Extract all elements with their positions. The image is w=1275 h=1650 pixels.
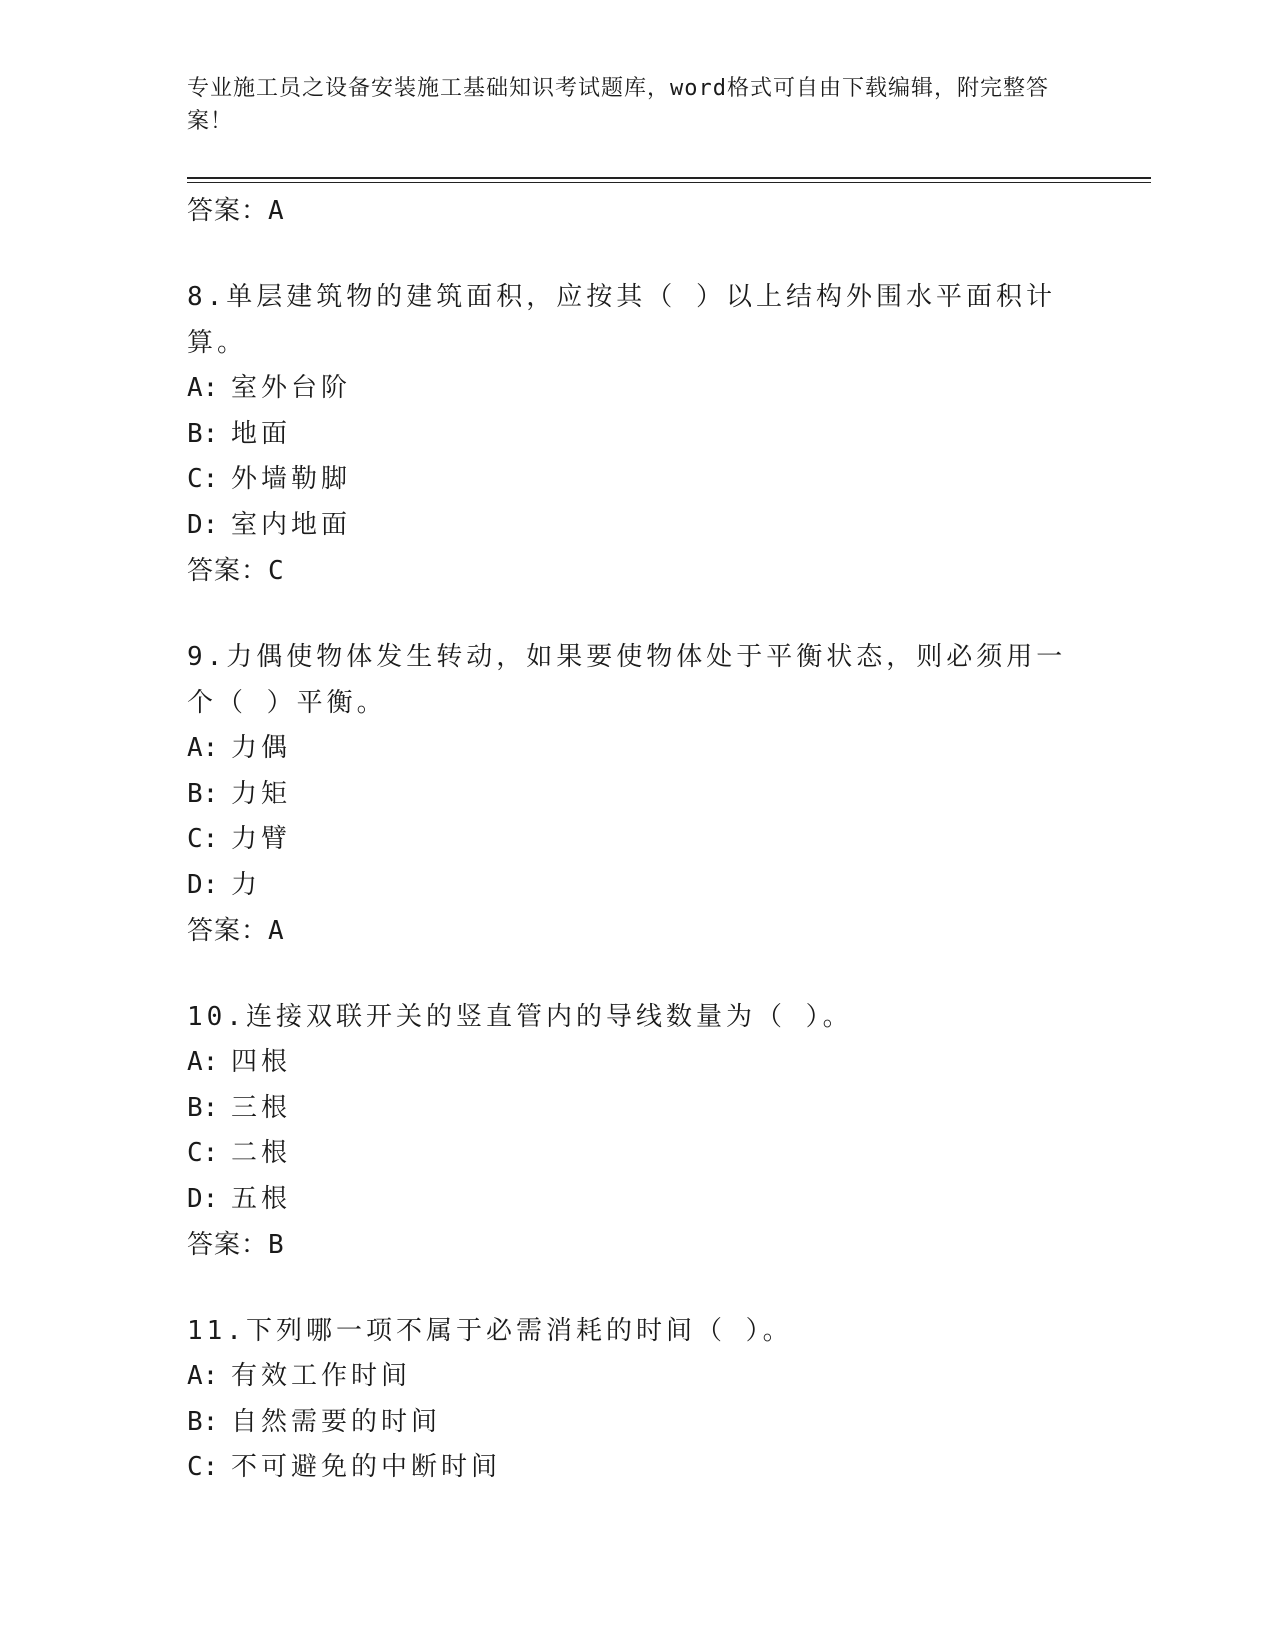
answer-label: 答案：: [187, 1230, 269, 1260]
question-10: [187, 994, 1087, 1268]
question-stem: 9.力偶使物体发生转动，如果要使物体处于平衡状态，则必须用一个（ ）平衡。: [187, 642, 1067, 718]
answer-line: [187, 1222, 1087, 1268]
question-stem: 8.单层建筑物的建筑面积，应按其（ ）以上结构外围水平面积计算。: [187, 282, 1056, 358]
option-c: [187, 1445, 1087, 1491]
option-key: C:: [187, 1138, 219, 1168]
option-text: 力: [231, 869, 262, 900]
answer-value: A: [268, 916, 285, 946]
option-c: [187, 457, 1087, 503]
option-b: [187, 1400, 1087, 1446]
option-key: A:: [187, 373, 219, 403]
answer-label: 答案：: [187, 196, 269, 226]
question-11: [187, 1308, 1087, 1491]
answer-label: 答案：: [187, 556, 269, 586]
option-key: B:: [187, 1092, 219, 1123]
option-key: A:: [187, 733, 219, 763]
question-8: [187, 274, 1087, 594]
option-text: 力矩: [231, 778, 292, 809]
question-stem: 11.下列哪一项不属于必需消耗的时间（ ）。: [187, 1316, 793, 1346]
option-key: C:: [187, 464, 219, 494]
option-a: [187, 1040, 1087, 1086]
option-text: 三根: [231, 1092, 292, 1123]
option-key: B:: [187, 418, 219, 449]
option-key: A:: [187, 1047, 219, 1077]
option-text: 地面: [231, 418, 292, 449]
header-rule-thick: [187, 177, 1151, 179]
answer-line: [187, 548, 1087, 594]
option-text: 外墙勒脚: [231, 464, 352, 494]
option-key: B:: [187, 778, 219, 809]
option-key: D:: [187, 509, 219, 540]
option-text: 力偶: [231, 733, 292, 763]
answer-label: 答案：: [187, 916, 269, 946]
option-d: [187, 503, 1087, 549]
answer-value: C: [268, 556, 285, 586]
option-d: [187, 863, 1087, 909]
document-header: 专业施工员之设备安装施工基础知识考试题库，word格式可自由下载编辑，附完整答案！: [187, 76, 1049, 134]
answer-line: [187, 188, 1087, 234]
option-key: D:: [187, 1183, 219, 1214]
option-b: [187, 772, 1087, 818]
option-b: [187, 1086, 1087, 1132]
option-key: C:: [187, 824, 219, 854]
option-key: A:: [187, 1361, 219, 1391]
option-text: 有效工作时间: [231, 1361, 412, 1391]
question-list: [187, 188, 1087, 1491]
answer-value: B: [268, 1230, 285, 1260]
option-a: [187, 726, 1087, 772]
option-a: [187, 366, 1087, 412]
answer-value: A: [268, 196, 285, 226]
option-d: [187, 1177, 1087, 1223]
option-key: C:: [187, 1452, 219, 1482]
option-c: [187, 1131, 1087, 1177]
option-text: 二根: [231, 1138, 292, 1168]
question-stem: 10.连接双联开关的竖直管内的导线数量为（ ）。: [187, 1002, 853, 1032]
option-text: 自然需要的时间: [231, 1406, 442, 1437]
answer-line: [187, 908, 1087, 954]
option-text: 室外台阶: [231, 373, 352, 403]
option-key: B:: [187, 1406, 219, 1437]
option-b: [187, 412, 1087, 458]
option-a: [187, 1354, 1087, 1400]
option-text: 不可避免的中断时间: [231, 1452, 502, 1482]
option-c: [187, 817, 1087, 863]
option-text: 四根: [231, 1047, 292, 1077]
option-text: 室内地面: [231, 509, 352, 540]
option-key: D:: [187, 869, 219, 900]
header-rule-thin: [187, 182, 1151, 183]
question-9: [187, 634, 1087, 954]
option-text: 力臂: [231, 824, 292, 854]
option-text: 五根: [231, 1183, 292, 1214]
